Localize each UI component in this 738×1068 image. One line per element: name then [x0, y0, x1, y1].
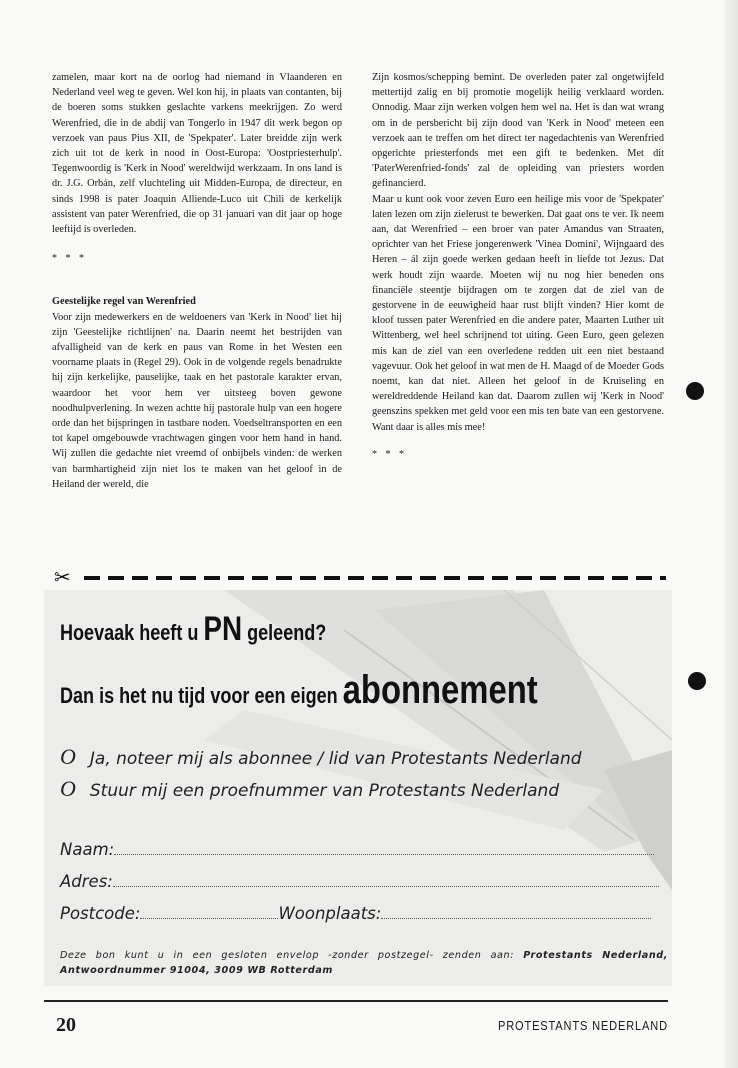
punch-hole	[686, 382, 704, 400]
option-checkbox[interactable]: O	[60, 744, 76, 769]
right-paragraph-1: Zijn kosmos/schepping bemint. De overleden pater zal ongetwijfeld mettertijd zalig en bij promotie mogelijk heilig verklaard worden. Onnodig. Maar zijn werken volgen hem wel na. Het is dan wat wrang om in de persbericht bij zijn dood van 'Kerk in Nood' meteen een verzoek aan te treffen om het direct ter nagedachtenis van Werenfried opgerichte priesterfonds met een gift te bedenken. Met dit 'PaterWerenfried-fonds' zal de opleiding van priesters worden gefinancierd.	[372, 72, 664, 190]
subscription-coupon	[44, 590, 672, 986]
scissors-icon: ✂	[54, 567, 71, 589]
page-number: 20	[56, 1014, 76, 1036]
coupon-headline-2	[60, 668, 538, 713]
address-line[interactable]	[113, 885, 659, 887]
option-subscribe[interactable]	[60, 744, 582, 770]
option-subscribe-label: Ja, noteer mij als abonnee / lid van Protestants Nederland	[89, 749, 582, 769]
headline-2-abonnement: abonnement	[342, 668, 538, 712]
postcode-city-field[interactable]	[60, 904, 651, 923]
cut-line	[54, 568, 666, 588]
option-trial-issue[interactable]	[60, 776, 559, 802]
address-label: Adres:	[60, 872, 113, 891]
left-paragraph-2: Voor zijn medewerkers en de weldoeners van 'Kerk in Nood' liet hij zijn 'Geestelijke richtlijnen' na. Daarin neemt het bestrijden van afvalligheid van de kerk en paus van Rome in het Westen een voorname plaats in (Regel 29). Ook in de volgende regels benadrukte hij zijn kerkelijke, pauselijke, taak en het pastorale karakter ervan, waardoor het voor hem ver uitsteeg boven gewone noodhulpverlening. In wezen achtte hij pastorale hulp van een hogere orde dan het bijspringen in tastbare noden. Voedseltransporten en een tot kapel omgebouwde vrachtwagen gingen voor hem hand in hand. Wij zullen die gedachte niet vreemd of onbijbels vinden: de werken van barmhartigheid zijn niet los te maken van het geloof in de Heiland der wereld, die	[52, 311, 342, 490]
headline-1-post: geleend?	[242, 620, 327, 645]
city-line[interactable]	[381, 917, 651, 919]
headline-1-pre: Hoevaak heeft u	[60, 620, 204, 645]
right-column	[372, 70, 664, 462]
page-edge	[724, 0, 738, 1068]
punch-hole	[688, 672, 706, 690]
note-text: Deze bon kunt u in een gesloten envelop -zonder postzegel- zenden aan:	[60, 950, 524, 961]
footer-rule	[44, 1000, 668, 1002]
separator-stars: * * *	[52, 253, 87, 265]
headline-1-pn: PN	[203, 610, 243, 648]
option-checkbox[interactable]: O	[60, 776, 76, 801]
city-label: Woonplaats:	[278, 904, 382, 923]
name-label: Naam:	[60, 840, 115, 859]
address-field[interactable]	[60, 872, 659, 891]
postcode-line[interactable]	[140, 917, 278, 919]
right-paragraph-2: Maar u kunt ook voor zeven Euro een heilige mis voor de 'Spekpater' laten lezen om zijn zielerust te bewerken. Dat gaat ons te ver. Ik neem aan, dat Werenfried – een broer van pater Amandus van Straaten, oprichter van het Friese jongerenwerk 'Vinea Domini', Wijngaard des Heren – ál zijn goede werken gedaan heeft in liefde tot Jezus. Dat werk houdt zijn waarde. Moeten wij nu nog hier beneden ons financiële steentje bijdragen om te zorgen dat de ziel van de gestorvene in de eeuwigheid haar rust blijft vinden? Hier komt de kloof tussen pater Werenfried en die andere pater, Maarten Luther uit Wittenberg, wel heel schrijnend tot uiting. Geen Euro, geen gelezen mis kan de ziel van een overledene redden uit een niet bestaand vagevuur. Ook het geloof in wat men de H. Maagd of de Moeder Gods noemt, kan dat niet. Alleen het geloof in de Kruiseling en wereldreddende Heiland kan dat. Daarom zullen wij 'Kerk in Nood' geenszins spekken met geld voor een mis ten bate van een gestorvene. Want daar is alles mis mee!	[372, 193, 664, 433]
section-heading: Geestelijke regel van Werenfried	[52, 296, 196, 308]
name-field[interactable]	[60, 840, 654, 859]
left-paragraph-1: zamelen, maar kort na de oorlog had niemand in Vlaanderen en Nederland veel weg te geven. Wel kon hij, in plaats van contanten, bij de boeren soms stukken geslachte varkens meekrijgen. Zo werd Werenfried, die in de abdij van Tongerlo in 1947 dit werk begon op verzoek van paus Pius XII, de 'Spekpater'. Later breidde zijn werk zich uit tot de kerk in nood in Oost-Europa: 'Oostpriesterhulp'. Tegenwoordig is 'Kerk in Nood' wereldwijd werkzaam. In ons land is dr. J.G. Orbán, zelf vluchteling uit Midden-Europa, de directeur, en sinds 1998 is pater Joaquin Alliende-Luco uit Chili de kerkelijk assistent van pater Werenfried, die op 31 januari van dit jaar op hoge leeftijd is overleden.	[52, 72, 342, 236]
option-trial-label: Stuur mij een proefnummer van Protestants Nederland	[89, 781, 560, 801]
dashed-line	[84, 576, 666, 580]
coupon-headline-1	[60, 610, 326, 649]
separator-stars: * * *	[372, 448, 407, 460]
coupon-instructions	[60, 948, 668, 978]
postcode-label: Postcode:	[60, 904, 141, 923]
reply-address: Protestants Nederland, Antwoordnummer 91004, 3009 WB Rotterdam	[60, 950, 668, 976]
headline-2-pre: Dan is het nu tijd voor een eigen	[60, 683, 343, 708]
name-line[interactable]	[114, 853, 654, 855]
publication-name: PROTESTANTS NEDERLAND	[498, 1018, 668, 1033]
left-column	[52, 70, 342, 492]
